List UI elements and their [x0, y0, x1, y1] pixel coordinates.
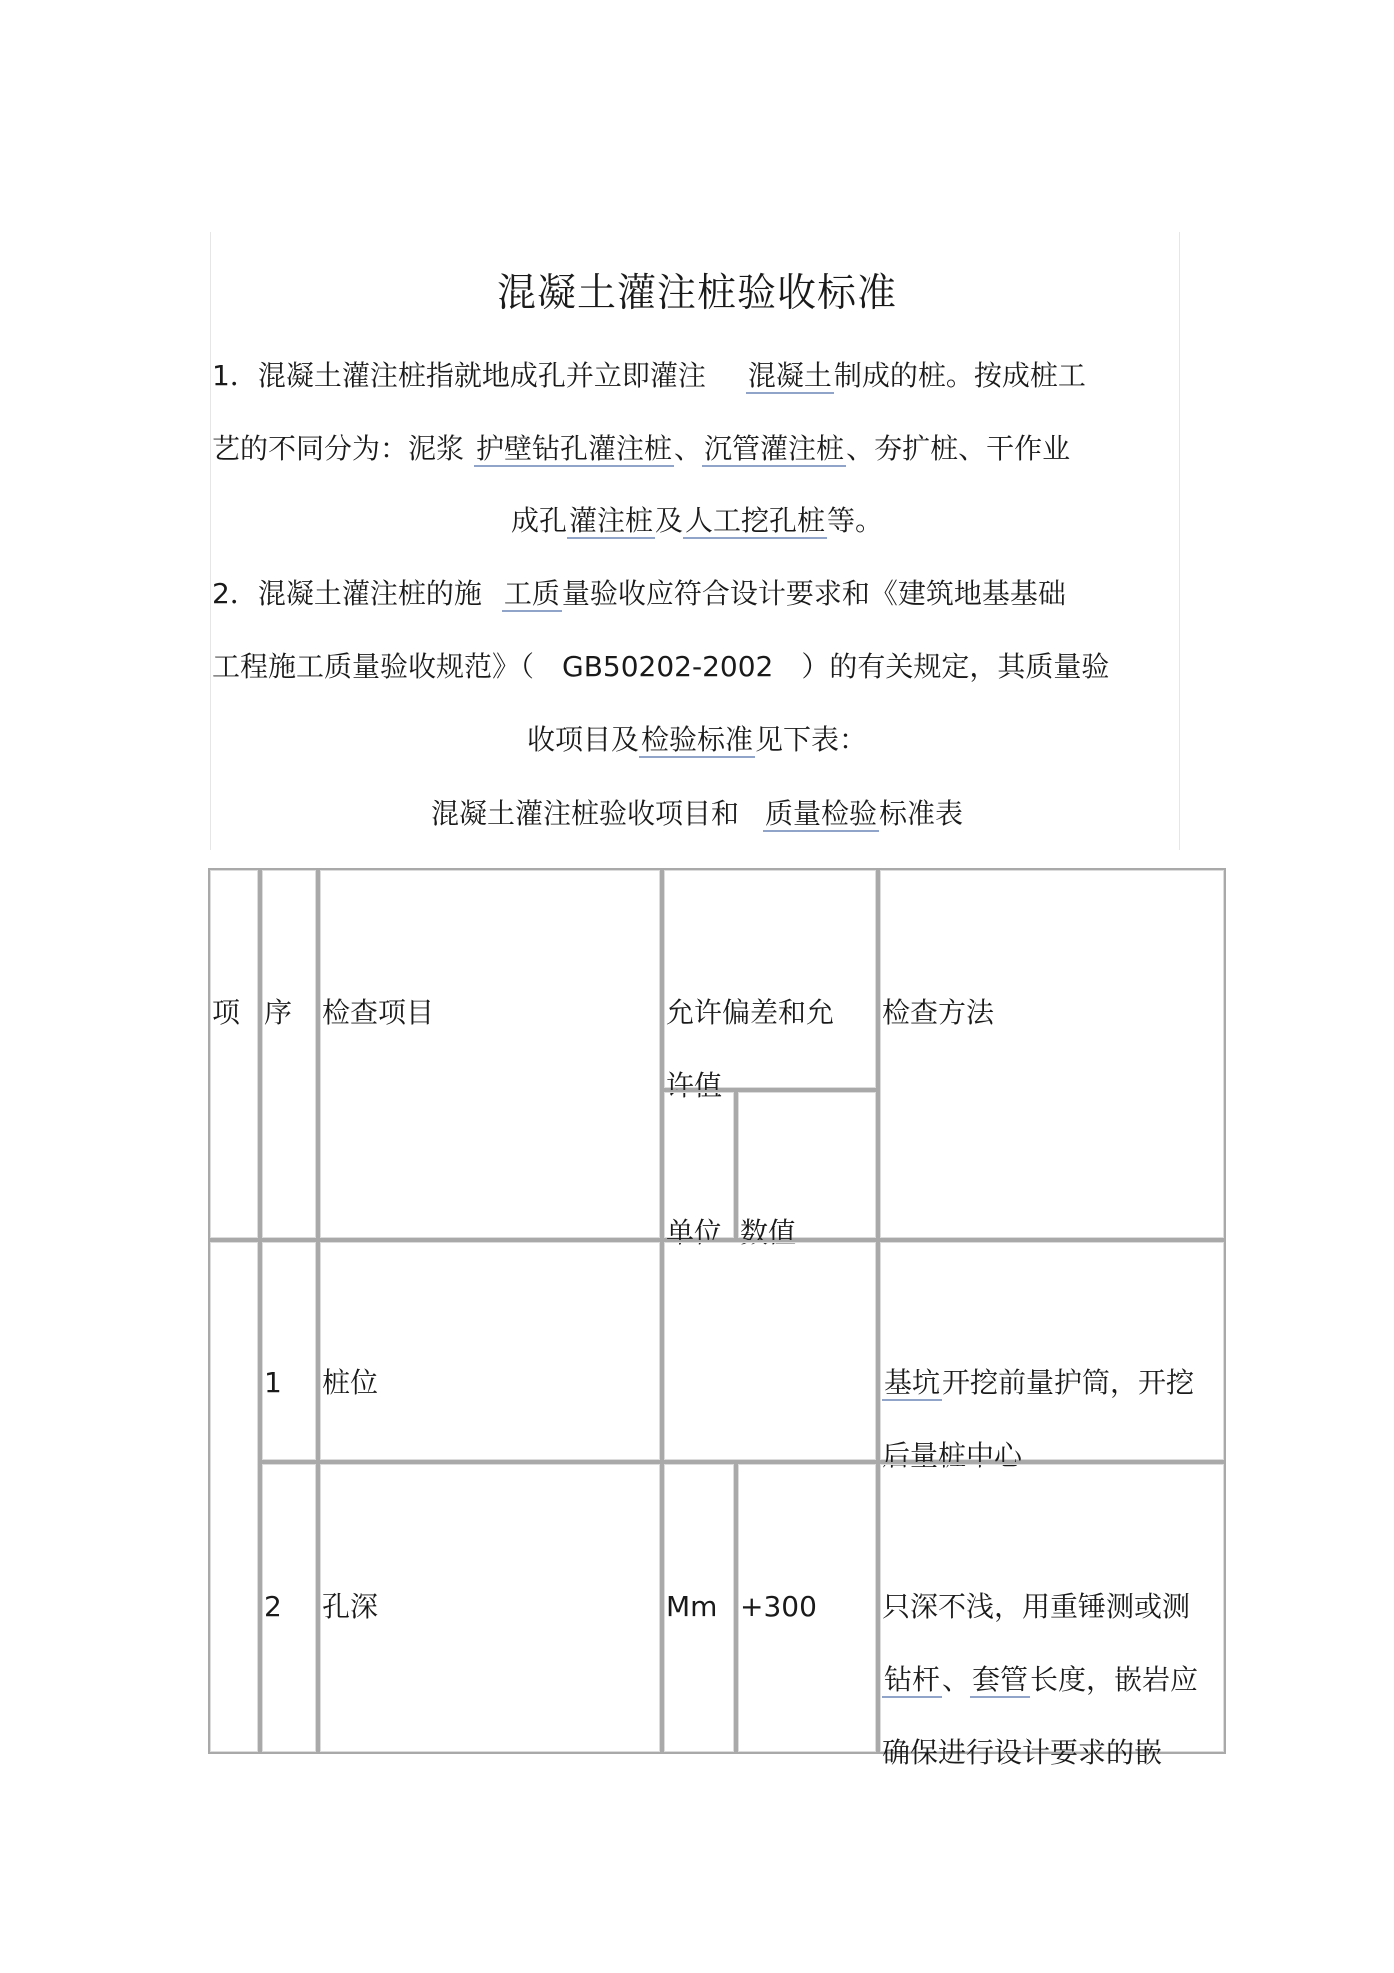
para1-text: 成孔	[510, 504, 567, 537]
para2-text: 见下表：	[755, 723, 868, 756]
row2-check-item-text: 孔深	[322, 1590, 379, 1623]
para1-text: 制成的桩。按成桩工	[833, 359, 1086, 392]
link-bored-pile[interactable]: 护壁钻孔灌注桩	[476, 432, 673, 465]
para1-text: 、夯扩桩、干作业	[846, 432, 1071, 465]
row1-check-item-text: 桩位	[322, 1366, 379, 1399]
para2-line2: 工程施工质量验收规范》（ GB50202-2002 ）的有关规定，其质量验	[212, 650, 1110, 683]
caption-text: 混凝土灌注桩验收项目和	[430, 797, 739, 830]
para1-text: 、	[674, 432, 703, 465]
para1-line2	[212, 429, 1070, 469]
header-check-item-text: 检查项目	[322, 996, 435, 1029]
header-seq	[260, 868, 318, 1240]
link-cast-pile[interactable]: 灌注桩	[568, 504, 653, 537]
row1-method	[878, 1240, 1226, 1472]
row1-method-line1	[882, 1346, 1222, 1419]
link-construction[interactable]: 工质	[503, 577, 560, 610]
row2-method-text: 长度，嵌岩应	[1030, 1663, 1199, 1696]
header-item	[208, 868, 260, 1240]
row2-value-text: +300	[740, 1590, 817, 1623]
link-quality-inspection[interactable]: 质量检验	[764, 797, 877, 830]
header-unit	[662, 1090, 736, 1249]
header-allow-text: 允许偏差和允	[666, 996, 835, 1029]
row2-method	[878, 1462, 1226, 1769]
caption-text: 标准表	[879, 797, 964, 830]
row2-seq-text: 2	[264, 1590, 282, 1623]
row1-allow	[662, 1240, 878, 1462]
para2-line1	[212, 574, 1066, 614]
row2-unit-text: Mm	[666, 1590, 718, 1623]
row2-method-line3: 确保进行设计要求的嵌	[882, 1736, 1163, 1769]
row1-method-text: 开挖前量护筒，开挖	[942, 1366, 1195, 1399]
link-foundation-pit[interactable]: 基坑	[884, 1366, 941, 1399]
para1-line1	[212, 356, 1086, 396]
para1-text: 1．混凝土灌注桩指就地成孔并立即灌注	[212, 359, 706, 392]
para2-text: 量验收应符合设计要求和《建筑地基基础	[561, 577, 1066, 610]
para2-line3	[0, 720, 1394, 760]
row1-seq-text: 1	[264, 1366, 282, 1399]
row2-unit	[662, 1462, 736, 1754]
header-item-text: 项	[212, 996, 241, 1029]
row2-check-item	[318, 1462, 662, 1754]
para1-text: 艺的不同分为：泥浆	[212, 432, 465, 465]
row1-method-line2: 后量桩中心	[882, 1439, 1023, 1472]
row2-method-line2	[882, 1643, 1222, 1716]
header-seq-text: 序	[264, 996, 293, 1029]
header-allow	[662, 868, 878, 1102]
item-cell	[208, 1240, 260, 1754]
link-concrete[interactable]: 混凝土	[747, 359, 832, 392]
header-method-text: 检查方法	[882, 996, 995, 1029]
link-driven-pile[interactable]: 沉管灌注桩	[704, 432, 845, 465]
row1-check-item	[318, 1240, 662, 1462]
header-method	[878, 868, 1226, 1240]
link-casing[interactable]: 套管	[972, 1663, 1029, 1696]
para1-text: 及	[654, 504, 683, 537]
header-value-text: 数值	[740, 1216, 797, 1249]
link-inspection-standard[interactable]: 检验标准	[640, 723, 753, 756]
para2-text: 收项目及	[526, 723, 639, 756]
row2-method-text: 、	[942, 1663, 971, 1696]
header-value	[736, 1090, 878, 1249]
table-caption	[0, 794, 1394, 834]
header-unit-text: 单位	[666, 1216, 723, 1249]
row2-seq	[260, 1462, 318, 1754]
para1-line3	[0, 501, 1394, 541]
link-manual-pile[interactable]: 人工挖孔桩	[685, 504, 826, 537]
para2-text: 2．混凝土灌注桩的施	[212, 577, 482, 610]
header-allow-text-2: 许值	[666, 1069, 723, 1102]
row2-method-line1: 只深不浅，用重锤测或测	[882, 1590, 1191, 1623]
document-title: 混凝土灌注桩验收标准	[496, 271, 897, 316]
header-check-item	[318, 868, 662, 1240]
para1-text: 等。	[827, 504, 884, 537]
link-drill-rod[interactable]: 钻杆	[884, 1663, 941, 1696]
row2-value	[736, 1462, 878, 1754]
row1-seq	[260, 1240, 318, 1462]
